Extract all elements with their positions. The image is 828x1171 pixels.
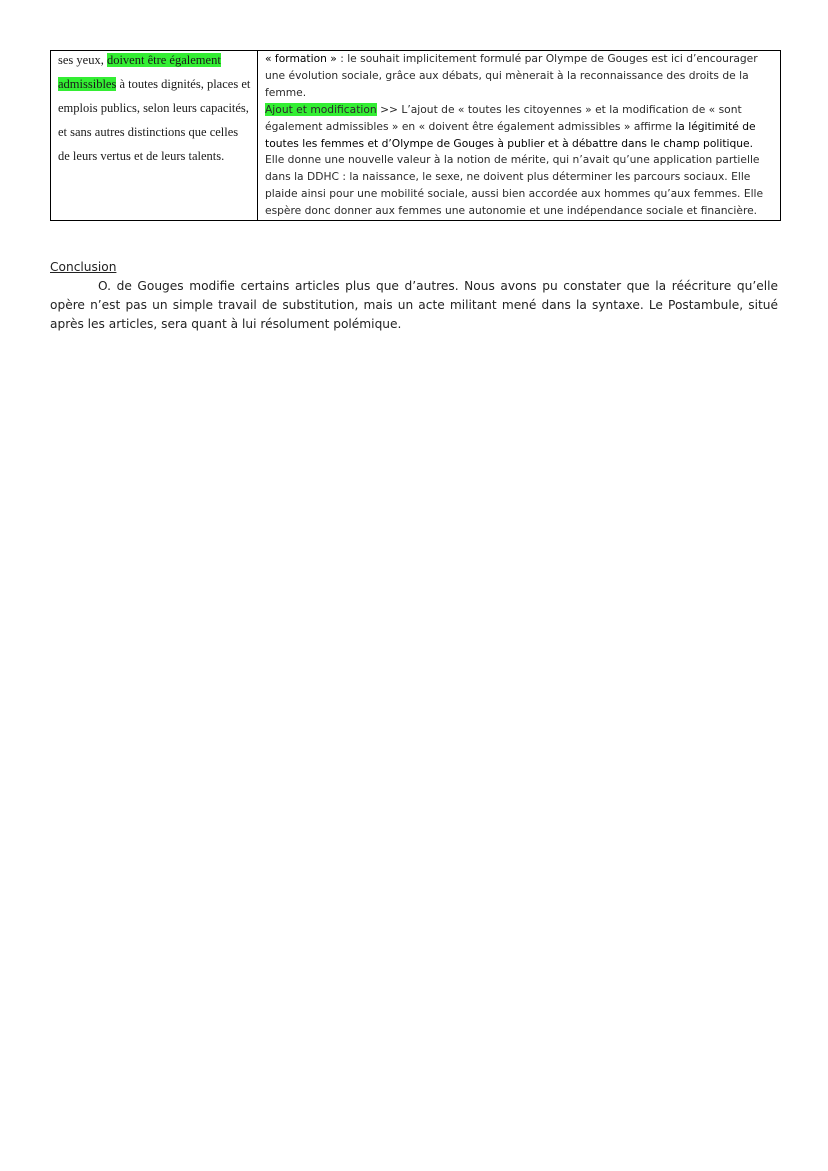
ajout-modification-label: Ajout et modification xyxy=(265,102,377,116)
commentary-paragraph-ajout xyxy=(265,102,774,153)
highlight-admissibles: admissibles xyxy=(58,77,117,91)
analysis-table xyxy=(50,50,781,221)
commentary-text xyxy=(258,51,780,220)
commentary-cell xyxy=(258,51,781,221)
conclusion-section xyxy=(50,258,778,334)
original-text-end: à toutes dignités, places et emplois publics, selon leurs capacités, et sans autres distinctions que celles de leurs vertus et de leurs talents. xyxy=(58,77,251,163)
original-text-cell xyxy=(51,51,258,221)
legitimite-statement: la légitimité de toutes les femmes et d’Olympe de Gouges à publier et à débattre dans le champ politique. xyxy=(265,119,756,150)
original-article-text xyxy=(51,48,257,168)
commentary-paragraph-formation xyxy=(265,51,774,102)
formation-term: « formation » xyxy=(265,52,337,65)
highlight-doivent-etre-egalement: doivent être également xyxy=(106,53,221,67)
table-row xyxy=(51,51,781,221)
conclusion-heading: Conclusion xyxy=(50,260,117,274)
commentary-paragraph-merite: Elle donne une nouvelle valeur à la notion de mérite, qui n’avait qu’une application partielle dans la DDHC : la naissance, le sexe, ne doivent plus déterminer les parcours sociaux. Elle plaide ainsi pour une mobilité sociale, aussi bien accordée aux hommes qu’aux femmes. Elle espère donc donner aux femmes une autonomie et une indépendance sociale et financière. xyxy=(265,153,764,218)
conclusion-paragraph: O. de Gouges modifie certains articles plus que d’autres. Nous avons pu constater que la réécriture qu’elle opère n’est pas un simple travail de substitution, mais un acte militant mené dans la syntaxe. Le Postambule, situé après les articles, sera quant à lui résolument polémique. xyxy=(50,279,778,331)
original-text-start: ses yeux, xyxy=(58,53,107,67)
formation-explanation: : le souhait implicitement formulé par Olympe de Gouges est ici d’encourager une évolution sociale, grâce aux débats, qui mènerait à la reconnaissance des droits de la femme. xyxy=(265,52,758,99)
ajout-explanation: >> L’ajout de « toutes les citoyennes » et la modification de « sont également admissibles » en « doivent être également admissibles » affirme xyxy=(265,102,742,133)
